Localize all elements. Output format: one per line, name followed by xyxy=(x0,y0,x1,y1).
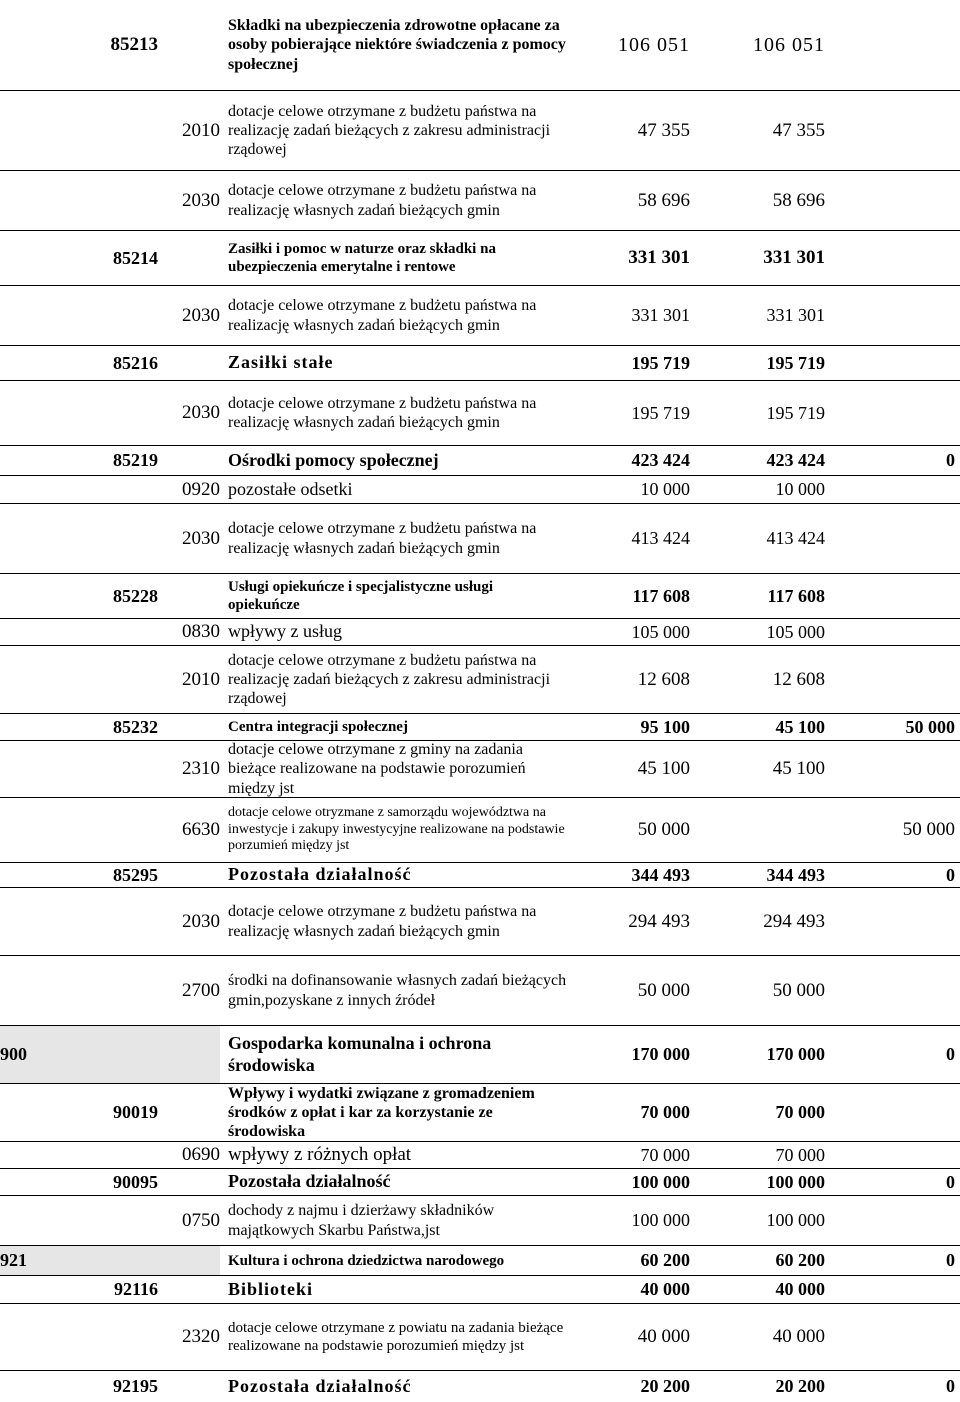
row-description: Pozostała działalność xyxy=(228,864,412,885)
table-row xyxy=(0,955,960,1025)
current-value: 423 424 xyxy=(766,450,825,470)
current-value: 413 424 xyxy=(766,528,825,548)
dzial-code xyxy=(0,231,68,285)
rozdzial-code xyxy=(68,798,158,862)
rozdzial-code xyxy=(68,286,158,345)
dzial-code xyxy=(0,476,68,503)
dzial-code xyxy=(0,574,68,618)
row-description: dotacje celowe otrzymane z budżetu państwa na realizację własnych zadań bieżących gmin xyxy=(228,903,537,940)
current-value: 70 000 xyxy=(775,1144,825,1165)
table-row xyxy=(0,887,960,955)
dzial-code xyxy=(0,504,68,573)
current-value: 331 301 xyxy=(763,247,825,268)
rozdzial-code: 92195 xyxy=(113,1376,158,1396)
rozdzial-code: 85228 xyxy=(113,585,158,606)
current-value: 58 696 xyxy=(772,189,825,211)
row-description: Zasiłki i pomoc w naturze oraz składki na ubezpieczenia emerytalne i rentowe xyxy=(228,241,496,275)
dzial-code xyxy=(0,346,68,380)
plan-value: 10 000 xyxy=(640,479,690,499)
table-row xyxy=(0,230,960,285)
row-description: dotacje celowe otrzymane z powiatu na zadania bieżące realizowane na podstawie porozumień między jst xyxy=(228,1320,564,1354)
rozdzial-code xyxy=(68,171,158,230)
row-description: dotacje celowe otrzymane z budżetu państwa na realizację zadań bieżących z zakresu administracji rządowej xyxy=(228,102,551,159)
row-description: Kultura i ochrona dziedzictwa narodowego xyxy=(228,1252,505,1269)
table-row xyxy=(0,645,960,713)
rozdzial-code xyxy=(68,888,158,955)
property-value: 0 xyxy=(946,1044,955,1064)
current-value: 10 000 xyxy=(775,479,825,499)
property-value xyxy=(825,91,955,170)
table-row xyxy=(0,797,960,862)
current-value: 100 000 xyxy=(766,1210,825,1230)
rozdzial-code xyxy=(68,1142,158,1168)
property-value xyxy=(825,346,955,380)
current-value: 47 355 xyxy=(772,119,825,141)
paragraf-code xyxy=(158,863,220,887)
dzial-code xyxy=(0,381,68,445)
row-description: Składki na ubezpieczenia zdrowotne opłacane za osoby pobierające niektóre świadczenia z pomocy społecznej xyxy=(228,17,566,73)
rozdzial-code xyxy=(68,1196,158,1245)
current-value: 100 000 xyxy=(766,1171,825,1192)
plan-value: 70 000 xyxy=(640,1144,690,1165)
table-row xyxy=(0,1245,960,1275)
dzial-code xyxy=(0,798,68,862)
property-value xyxy=(825,646,955,713)
current-value xyxy=(690,798,825,862)
current-value: 50 000 xyxy=(772,979,825,1001)
property-value: 0 xyxy=(946,864,955,885)
rozdzial-code xyxy=(68,1304,158,1370)
rozdzial-code xyxy=(68,381,158,445)
row-description: środki na dofinansowanie własnych zadań bieżących gmin,pozyskane z innych źródeł xyxy=(228,972,567,1009)
table-row xyxy=(0,1025,960,1083)
table-row xyxy=(0,713,960,740)
rozdzial-code: 90019 xyxy=(113,1102,158,1122)
table-row xyxy=(0,170,960,230)
paragraf-code xyxy=(158,574,220,618)
property-value xyxy=(825,1084,955,1141)
property-value xyxy=(825,171,955,230)
row-description: wpływy z usług xyxy=(228,621,342,642)
current-value: 40 000 xyxy=(775,1279,825,1299)
plan-value: 50 000 xyxy=(637,979,690,1001)
property-value xyxy=(825,381,955,445)
property-value: 0 xyxy=(946,450,955,470)
property-value xyxy=(825,1304,955,1370)
rozdzial-code xyxy=(68,619,158,645)
paragraf-code xyxy=(158,1026,220,1083)
paragraf-code: 2700 xyxy=(182,979,220,1001)
dzial-code xyxy=(0,1304,68,1370)
property-value xyxy=(825,1142,955,1168)
dzial-code xyxy=(0,286,68,345)
plan-value: 12 608 xyxy=(637,668,690,690)
table-row xyxy=(0,1083,960,1141)
property-value xyxy=(825,956,955,1025)
dzial-code xyxy=(0,1142,68,1168)
paragraf-code xyxy=(158,1371,220,1402)
table-row xyxy=(0,1275,960,1303)
paragraf-code xyxy=(158,0,220,90)
paragraf-code: 2030 xyxy=(182,304,220,326)
current-value: 40 000 xyxy=(772,1326,825,1347)
current-value: 117 608 xyxy=(767,585,825,606)
current-value: 12 608 xyxy=(772,668,825,690)
paragraf-code xyxy=(158,714,220,740)
table-row xyxy=(0,503,960,573)
row-description: Pozostała działalność xyxy=(228,1171,391,1192)
rozdzial-code: 90095 xyxy=(113,1171,158,1192)
dzial-code xyxy=(0,956,68,1025)
table-row xyxy=(0,90,960,170)
current-value: 45 100 xyxy=(775,716,825,737)
paragraf-code: 2030 xyxy=(182,402,220,423)
row-description: pozostałe odsetki xyxy=(228,478,353,499)
table-row xyxy=(0,618,960,645)
row-description: Wpływy i wydatki związane z gromadzeniem środków z opłat i kar za korzystanie ze środowiska xyxy=(228,1084,535,1141)
dzial-code xyxy=(0,0,68,90)
paragraf-code xyxy=(158,1084,220,1141)
rozdzial-code xyxy=(68,1246,158,1275)
paragraf-code: 2030 xyxy=(182,910,220,932)
rozdzial-code xyxy=(68,91,158,170)
current-value: 105 000 xyxy=(766,621,825,642)
table-row xyxy=(0,445,960,475)
current-value: 344 493 xyxy=(766,864,825,885)
table-row xyxy=(0,1141,960,1168)
paragraf-code xyxy=(158,231,220,285)
plan-value: 58 696 xyxy=(637,189,690,211)
dzial-code: 900 xyxy=(0,1026,68,1083)
row-description: dochody z najmu i dzierżawy składników majątkowych Skarbu Państwa,jst xyxy=(228,1202,495,1239)
plan-value: 20 200 xyxy=(640,1376,690,1396)
dzial-code xyxy=(0,863,68,887)
rozdzial-code: 85295 xyxy=(113,864,158,885)
paragraf-code: 2030 xyxy=(182,527,220,549)
property-value: 50 000 xyxy=(902,819,955,840)
plan-value: 100 000 xyxy=(631,1210,690,1230)
row-description: dotacje celowe otrzymane z gminy na zadania bieżące realizowane na podstawie porozumień między jst xyxy=(228,741,526,797)
plan-value: 95 100 xyxy=(640,716,690,737)
property-value xyxy=(825,476,955,503)
dzial-code xyxy=(0,646,68,713)
paragraf-code: 6630 xyxy=(182,819,220,840)
paragraf-code: 2030 xyxy=(182,189,220,211)
rozdzial-code: 85219 xyxy=(113,450,158,470)
property-value xyxy=(825,619,955,645)
table-row xyxy=(0,1303,960,1370)
dzial-code xyxy=(0,171,68,230)
plan-value: 60 200 xyxy=(640,1250,690,1270)
plan-value: 294 493 xyxy=(628,910,690,932)
rozdzial-code xyxy=(68,1026,158,1083)
rozdzial-code: 85213 xyxy=(110,34,158,55)
row-description: Gospodarka komunalna i ochrona środowiska xyxy=(228,1032,492,1075)
table-row xyxy=(0,740,960,797)
current-value: 70 000 xyxy=(775,1102,825,1122)
paragraf-code: 0830 xyxy=(182,621,220,642)
dzial-code xyxy=(0,1169,68,1195)
dzial-code xyxy=(0,888,68,955)
current-value: 170 000 xyxy=(766,1044,825,1064)
row-description: dotacje celowe otrzymane z budżetu państwa na realizację własnych zadań bieżących gmin xyxy=(228,520,537,557)
row-description: dotacje celowe otrzymane z budżetu państwa na realizację zadań bieżących z zakresu administracji rządowej xyxy=(228,651,551,708)
rozdzial-code: 92116 xyxy=(113,1279,158,1299)
property-value xyxy=(825,888,955,955)
plan-value: 47 355 xyxy=(637,119,690,141)
paragraf-code xyxy=(158,1246,220,1275)
table-row xyxy=(0,0,960,90)
paragraf-code: 0690 xyxy=(182,1144,220,1165)
row-description: Pozostała działalność xyxy=(228,1375,412,1396)
current-value: 195 719 xyxy=(766,402,825,423)
plan-value: 105 000 xyxy=(631,621,690,642)
plan-value: 117 608 xyxy=(632,585,690,606)
rozdzial-code xyxy=(68,646,158,713)
rozdzial-code xyxy=(68,504,158,573)
row-description: dotacje celowe otrzymane z budżetu państwa na realizację własnych zadań bieżących gmin xyxy=(228,394,537,431)
plan-value: 195 719 xyxy=(631,352,690,373)
dzial-code xyxy=(0,1196,68,1245)
plan-value: 423 424 xyxy=(631,450,690,470)
rozdzial-code xyxy=(68,956,158,1025)
property-value xyxy=(825,1276,955,1303)
paragraf-code: 0920 xyxy=(182,478,220,500)
property-value xyxy=(825,286,955,345)
rozdzial-code xyxy=(68,476,158,503)
dzial-code xyxy=(0,1276,68,1303)
property-value: 50 000 xyxy=(905,716,955,737)
current-value: 294 493 xyxy=(763,910,825,932)
paragraf-code: 2010 xyxy=(182,119,220,141)
table-row xyxy=(0,380,960,445)
dzial-code xyxy=(0,1084,68,1141)
plan-value: 170 000 xyxy=(631,1044,690,1064)
paragraf-code: 2310 xyxy=(182,758,220,779)
plan-value: 331 301 xyxy=(631,305,690,325)
row-description: Biblioteki xyxy=(228,1278,314,1299)
current-value: 195 719 xyxy=(766,352,825,373)
rozdzial-code: 85214 xyxy=(113,247,158,268)
property-value xyxy=(825,0,955,90)
table-row xyxy=(0,1370,960,1402)
paragraf-code xyxy=(158,1276,220,1303)
property-value: 0 xyxy=(946,1171,955,1192)
current-value: 60 200 xyxy=(775,1250,825,1270)
current-value: 20 200 xyxy=(775,1376,825,1396)
plan-value: 106 051 xyxy=(618,33,690,56)
paragraf-code xyxy=(158,1169,220,1195)
dzial-code xyxy=(0,91,68,170)
row-description: Usługi opiekuńcze i specjalistyczne usługi opiekuńcze xyxy=(228,579,494,613)
property-value: 0 xyxy=(946,1376,955,1396)
property-value xyxy=(825,574,955,618)
table-row xyxy=(0,573,960,618)
plan-value: 40 000 xyxy=(640,1279,690,1299)
row-description: wpływy z różnych opłat xyxy=(228,1143,412,1165)
dzial-code xyxy=(0,741,68,797)
current-value: 106 051 xyxy=(753,33,825,56)
table-row xyxy=(0,1168,960,1195)
row-description: Ośrodki pomocy społecznej xyxy=(228,449,439,470)
row-description: dotacje celowe otrzymane z budżetu państwa na realizację własnych zadań bieżących gmin xyxy=(228,182,537,219)
paragraf-code: 0750 xyxy=(182,1209,220,1231)
property-value xyxy=(825,231,955,285)
dzial-code xyxy=(0,446,68,475)
dzial-code xyxy=(0,1371,68,1402)
dzial-code xyxy=(0,619,68,645)
row-description: Zasiłki stałe xyxy=(228,352,334,373)
plan-value: 195 719 xyxy=(631,402,690,423)
rozdzial-code: 85232 xyxy=(113,716,158,737)
row-description: dotacje celowe otryzmane z samorządu województwa na inwestycje i zakupy inwestycyjne realizowane na podstawie porzumień między jst xyxy=(228,804,565,854)
plan-value: 331 301 xyxy=(628,247,690,268)
paragraf-code xyxy=(158,446,220,475)
table-row xyxy=(0,345,960,380)
paragraf-code: 2320 xyxy=(182,1326,220,1347)
table-row xyxy=(0,1195,960,1245)
property-value xyxy=(825,504,955,573)
current-value: 331 301 xyxy=(766,305,825,325)
table-row xyxy=(0,475,960,503)
property-value: 0 xyxy=(946,1250,955,1270)
table-row xyxy=(0,285,960,345)
paragraf-code: 2010 xyxy=(182,668,220,690)
paragraf-code xyxy=(158,346,220,380)
row-description: Centra integracji społecznej xyxy=(228,719,408,735)
plan-value: 344 493 xyxy=(631,864,690,885)
dzial-code xyxy=(0,714,68,740)
plan-value: 413 424 xyxy=(631,528,690,548)
rozdzial-code: 85216 xyxy=(113,352,158,373)
plan-value: 70 000 xyxy=(640,1102,690,1122)
current-value: 45 100 xyxy=(772,758,825,779)
property-value xyxy=(825,741,955,797)
plan-value: 50 000 xyxy=(637,819,690,840)
property-value xyxy=(825,1196,955,1245)
plan-value: 40 000 xyxy=(637,1326,690,1347)
table-row xyxy=(0,862,960,887)
plan-value: 45 100 xyxy=(637,758,690,779)
rozdzial-code xyxy=(68,741,158,797)
dzial-code: 921 xyxy=(0,1246,68,1275)
plan-value: 100 000 xyxy=(631,1171,690,1192)
row-description: dotacje celowe otrzymane z budżetu państwa na realizację własnych zadań bieżących gmin xyxy=(228,297,537,334)
